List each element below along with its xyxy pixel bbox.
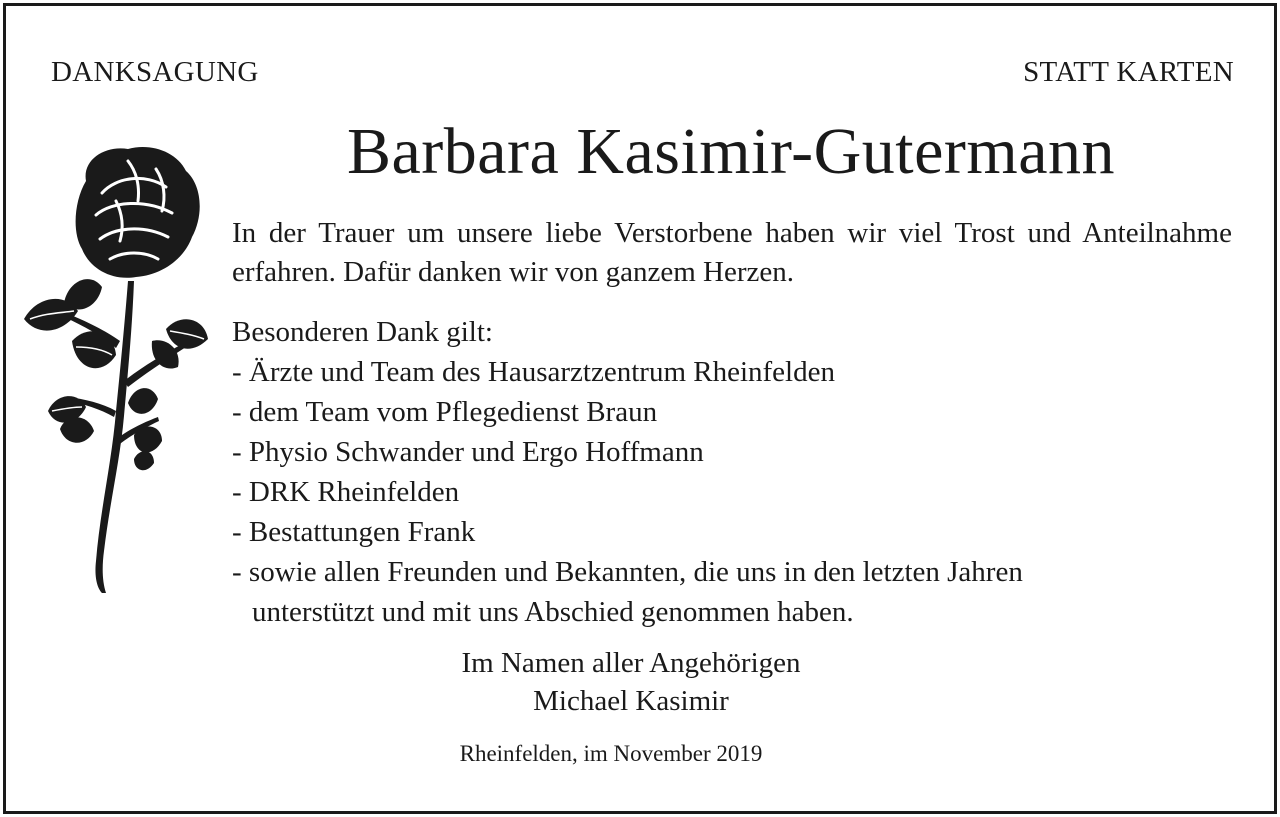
deceased-name-text: Barbara Kasimir-Gutermann [346,115,1116,188]
rose-icon [16,141,226,596]
thanks-item: - Bestattungen Frank [232,516,476,548]
thanks-item-continuation: unterstützt und mit uns Abschied genommen haben. [252,596,854,628]
place-date: Rheinfelden, im November 2019 [459,741,763,766]
thanks-item: - Ärzte und Team des Hausarztzentrum Rheinfelden [232,356,835,388]
obituary-card [3,3,1277,814]
thanks-heading: Besonderen Dank gilt: [232,316,493,348]
signature-line-1: Im Namen aller Angehörigen [461,647,801,679]
signature-line-2: Michael Kasimir [533,685,729,717]
thanks-item: - Physio Schwander und Ergo Hoffmann [232,436,704,468]
header-danksagung: DANKSAGUNG [51,56,259,88]
signature-block [431,644,831,720]
thanks-item: - dem Team vom Pflegedienst Braun [232,396,658,428]
thanks-section [232,312,1232,632]
thanks-item: - DRK Rheinfelden [232,476,460,508]
intro-paragraph: In der Trauer um unsere liebe Verstorbene haben wir viel Trost und Anteilnahme erfahren. Dafür danken wir von ganzem Herzen. [232,217,1232,288]
header-statt-karten: STATT KARTEN [1023,56,1234,88]
thanks-item: - sowie allen Freunden und Bekannten, die uns in den letzten Jahren [232,556,1023,588]
